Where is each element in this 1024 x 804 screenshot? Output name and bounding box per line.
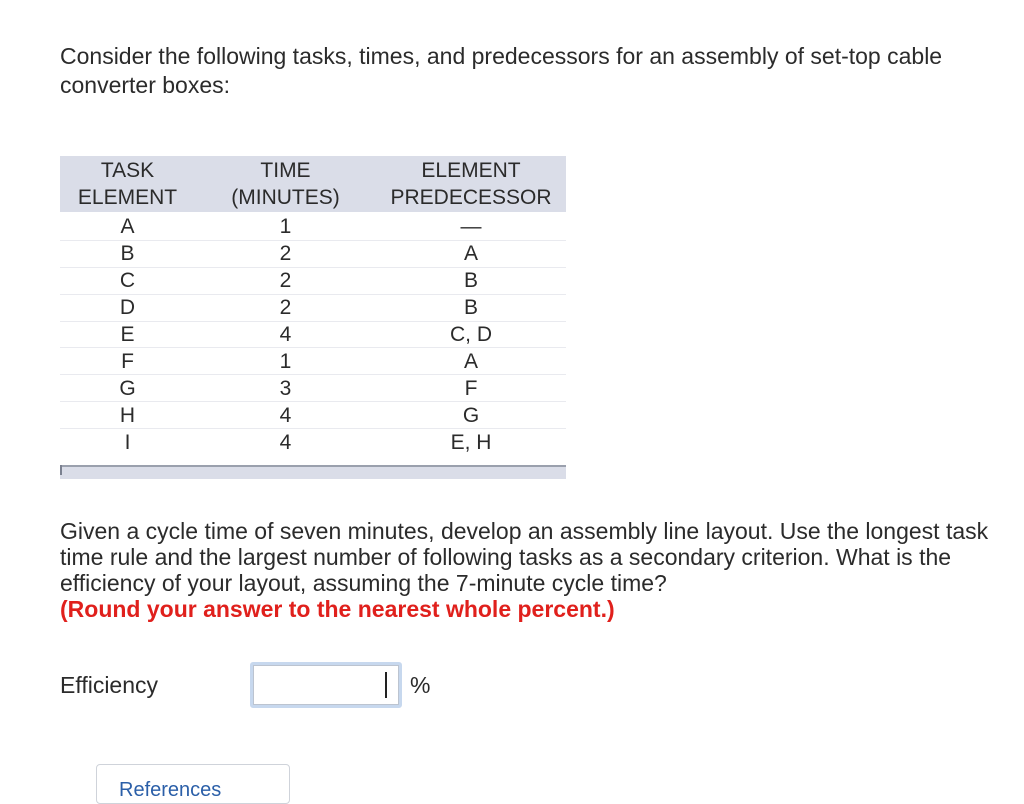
header-element-predecessor: ELEMENT PREDECESSOR [376, 156, 566, 213]
task-cell: H [60, 402, 195, 429]
predecessor-cell: B [376, 294, 566, 321]
predecessor-cell: G [376, 402, 566, 429]
header-task-element: TASK ELEMENT [60, 156, 195, 213]
predecessor-cell: F [376, 375, 566, 402]
table-row [60, 321, 566, 348]
efficiency-input[interactable] [253, 665, 399, 705]
task-cell: B [60, 240, 195, 267]
instruction-text [60, 518, 990, 622]
rounding-note: (Round your answer to the nearest whole percent.) [60, 596, 615, 622]
instruction-body: Given a cycle time of seven minutes, develop an assembly line layout. Use the longest task time rule and the largest number of following tasks as a secondary criterion. What is the efficiency of your layout, assuming the 7-minute cycle time? [60, 518, 989, 596]
table-row [60, 348, 566, 375]
table-row [60, 267, 566, 294]
predecessor-cell: E, H [450, 430, 492, 454]
table-row [60, 240, 566, 267]
task-cell: F [60, 348, 195, 375]
task-cell: E [60, 321, 195, 348]
time-cell: 3 [195, 375, 376, 402]
text-cursor-icon [385, 672, 387, 698]
time-cell: 2 [195, 267, 376, 294]
task-cell: C [60, 267, 195, 294]
task-cell: G [60, 375, 195, 402]
percent-unit: % [410, 672, 431, 698]
task-cell: I [124, 430, 131, 454]
efficiency-label: Efficiency [60, 672, 159, 698]
time-cell: 4 [195, 402, 376, 429]
references-button[interactable]: References [96, 764, 290, 804]
time-cell: 2 [195, 240, 376, 267]
table-row [60, 429, 566, 455]
time-cell: 2 [195, 294, 376, 321]
predecessor-cell: A [376, 240, 566, 267]
table-header-row [60, 156, 566, 213]
time-cell: 4 [195, 321, 376, 348]
time-cell: 1 [195, 348, 376, 375]
task-cell: D [60, 294, 195, 321]
table-row [60, 402, 566, 429]
predecessor-cell: — [376, 213, 566, 240]
table-horizontal-scrollbar[interactable] [60, 465, 566, 479]
scrollbar-handle[interactable] [60, 465, 62, 475]
table-row [60, 375, 566, 402]
predecessor-cell: B [376, 267, 566, 294]
table-row [60, 213, 566, 240]
efficiency-input-wrapper [250, 662, 402, 708]
table-row [60, 294, 566, 321]
time-cell: 1 [195, 213, 376, 240]
header-time-minutes: TIME (MINUTES) [195, 156, 376, 213]
task-cell: A [60, 213, 195, 240]
question-text: Consider the following tasks, times, and predecessors for an assembly of set-top cable converter boxes: [60, 43, 943, 98]
task-table [60, 156, 566, 455]
predecessor-cell: A [376, 348, 566, 375]
predecessor-cell: C, D [376, 321, 566, 348]
time-cell: 4 [279, 430, 292, 454]
